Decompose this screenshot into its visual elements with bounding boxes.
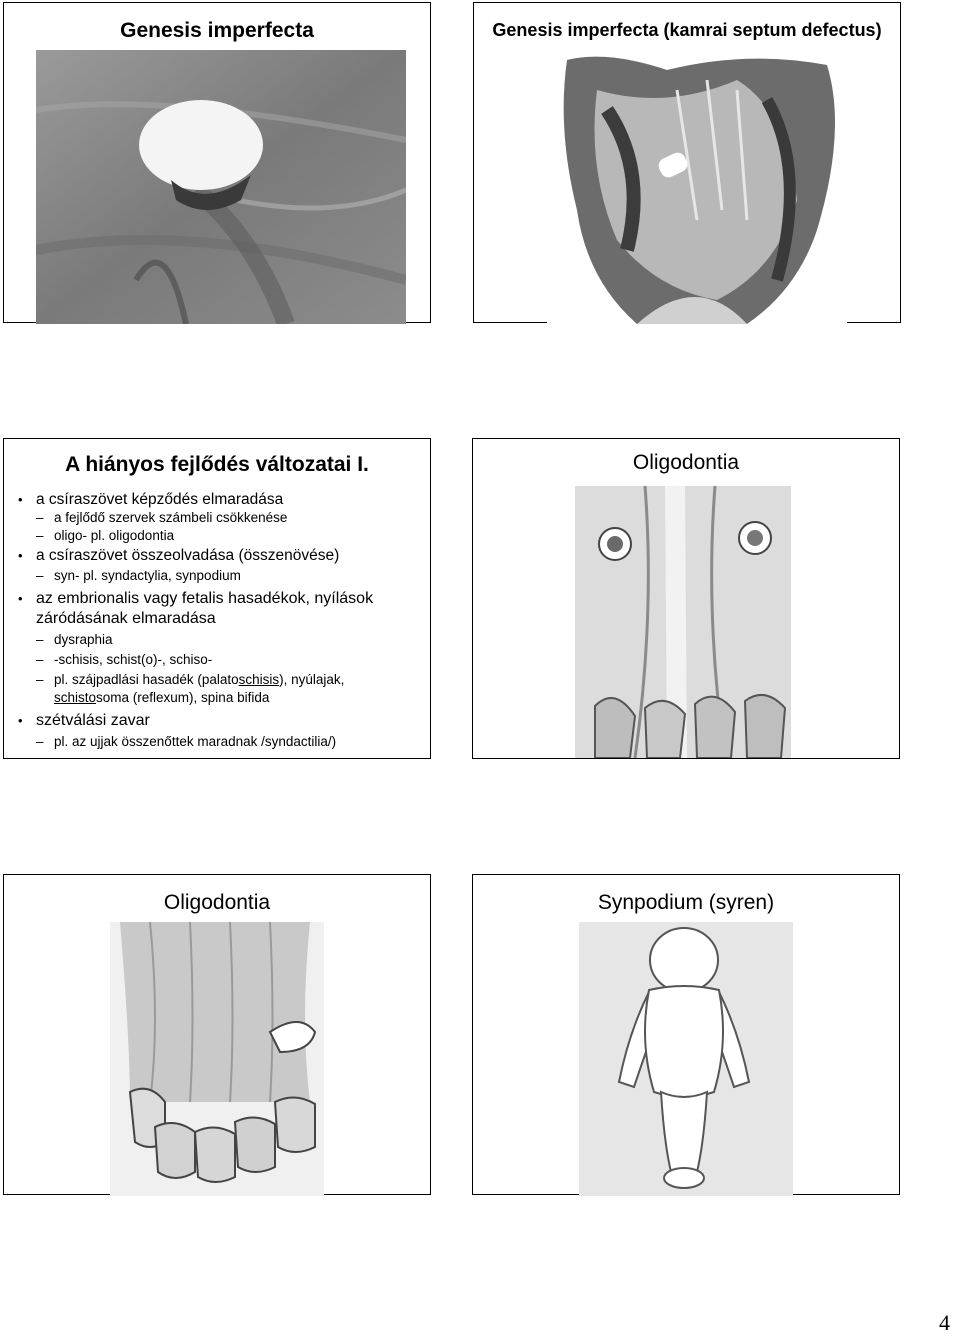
slide-title: Genesis imperfecta (kamrai septum defectus)	[492, 20, 882, 40]
text-run: pl. szájpadlási hasadék (palato	[54, 672, 239, 687]
photo-grayscale-specimen	[36, 50, 406, 324]
sub-bullet-item: – a fejlődő szervek számbeli csökkenése	[14, 509, 422, 527]
slide-title: Synpodium (syren)	[597, 891, 775, 914]
bullet-list	[14, 491, 422, 751]
sub-bullet-item	[14, 671, 422, 707]
illustration-synpodium-infant	[579, 922, 793, 1196]
text-run: ), nyúlajak,	[279, 672, 345, 687]
slide-kamrai-septum-defectus	[473, 2, 901, 323]
bullet-item: • a csíraszövet képződés elmaradása	[14, 491, 422, 509]
slide-synpodium	[472, 874, 900, 1195]
underlined-term: schisis	[238, 672, 280, 687]
text-run: soma (reflexum), spina bifida	[96, 690, 270, 705]
sub-bullet-item: – oligo- pl. oligodontia	[14, 527, 422, 545]
bullet-item: • szétválási zavar	[14, 711, 422, 731]
sub-bullet-item: – -schisis, schist(o)-, schiso-	[14, 651, 422, 669]
slide-title: A hiányos fejlődés változatai I.	[65, 453, 369, 476]
illustration-jaw-teeth	[110, 922, 324, 1196]
page-number: 4	[939, 1310, 950, 1335]
slide-title: Genesis imperfecta	[120, 19, 314, 42]
slide-oligodontia-1	[472, 438, 900, 759]
slide-title: Oligodontia	[632, 451, 740, 474]
slide-title: Oligodontia	[163, 891, 271, 914]
slide-oligodontia-2	[3, 874, 431, 1195]
bullet-item: • az embrionalis vagy fetalis hasadékok, nyílások záródásának elmaradása	[14, 589, 422, 629]
sub-bullet-item: – syn- pl. syndactylia, synpodium	[14, 567, 422, 585]
slide-hianyos-fejlodes	[3, 438, 431, 759]
slide-genesis-imperfecta	[3, 2, 431, 323]
bullet-item: • a csíraszövet összeolvadása (összenövése)	[14, 547, 422, 565]
sub-bullet-item: – pl. az ujjak összenőttek maradnak /syndactilia/)	[14, 733, 422, 751]
photo-heart-specimen	[547, 50, 847, 324]
underlined-term: schisto	[54, 690, 97, 705]
illustration-tooth-section	[575, 486, 791, 758]
sub-bullet-item: – dysraphia	[14, 631, 422, 649]
